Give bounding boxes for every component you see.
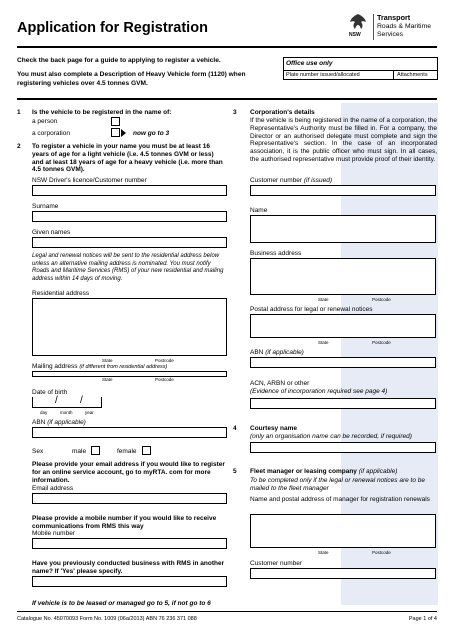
q1-corp-label: a corporation bbox=[32, 130, 70, 137]
notice-text: Legal and renewal notices will be sent to the residential address below unless an alternative mailing address is nominated. You must notify Roads and Maritime Services (RMS) of your new residential and mailing address within 14 days of moving. bbox=[32, 253, 224, 282]
licence-label: NSW Driver's licence/Customer number bbox=[32, 177, 147, 184]
corp-abn-text: ABN bbox=[250, 349, 264, 356]
given-names-label: Given names bbox=[32, 229, 71, 236]
office-plate-label: Plate number issued/allocated bbox=[286, 72, 360, 78]
mailing-postcode-label: Postcode bbox=[155, 377, 174, 382]
male-label: male bbox=[72, 448, 87, 455]
q1-question: Is the vehicle to be registered in the name of: bbox=[32, 109, 172, 116]
female-label: female bbox=[117, 448, 137, 455]
footer-rule bbox=[17, 611, 437, 612]
postal-address-input[interactable] bbox=[250, 314, 436, 338]
nsw-label: NSW bbox=[349, 32, 361, 38]
email-input[interactable] bbox=[32, 493, 227, 504]
logo-line2: Roads & Maritime bbox=[377, 22, 432, 30]
lease-instruction: If vehicle is to be leased or managed go to 5, if not go to 6 bbox=[32, 600, 211, 607]
q4-title: Courtesy name bbox=[250, 425, 297, 432]
footer-catalogue: Catalogue No. 45070093 Form No. 1009 (06a/2013) ABN 76 236 371 088 bbox=[17, 616, 197, 622]
office-attachments-label: Attachments bbox=[397, 72, 428, 78]
q2-question: To register a vehicle in your name you must be at least 16 years of age for a light vehicle (i.e. 4.5 tonnes GVM or less) and at least 18 years of age for a heavy vehicle (i.e. more than 4.5 tonnes GVM). bbox=[32, 143, 223, 174]
q5-title-text: Fleet manager or leasing company bbox=[250, 468, 357, 475]
intro-rule bbox=[17, 98, 437, 100]
email-label: Email address bbox=[32, 485, 74, 492]
footer-page: Page 1 of 4 bbox=[408, 616, 437, 622]
previous-names-prompt: Have you previously conducted business with RMS in another name? If 'Yes' please specify. bbox=[32, 560, 225, 576]
corp-abn-label bbox=[250, 349, 304, 357]
residential-state-label: State bbox=[102, 358, 113, 363]
q4-number: 4 bbox=[233, 425, 237, 432]
corp-name-label: Name bbox=[250, 207, 268, 214]
mobile-label: Mobile number bbox=[32, 530, 75, 537]
logo-line1: Transport bbox=[377, 13, 411, 22]
residential-postcode-label: Postcode bbox=[155, 358, 174, 363]
female-checkbox[interactable] bbox=[142, 446, 151, 455]
mobile-prompt: Please provide a mobile number if you would like to receive communications from RMS this way bbox=[32, 515, 217, 531]
mailing-note: (if different from residential address) bbox=[79, 364, 168, 370]
dob-month-label: month bbox=[60, 410, 73, 415]
mobile-input[interactable] bbox=[32, 538, 227, 549]
postal-postcode-label: Postcode bbox=[372, 340, 391, 345]
intro-line2: You must also complete a Description of Heavy Vehicle form (1120) when registering vehicles over 4.5 tonnes GVM. bbox=[17, 71, 246, 87]
fleet-postcode-label: Postcode bbox=[372, 550, 391, 555]
page-title: Application for Registration bbox=[17, 20, 208, 36]
business-address-label: Business address bbox=[250, 250, 302, 257]
dob-day-label: day bbox=[40, 410, 48, 415]
dob-input[interactable] bbox=[32, 397, 102, 408]
given-names-input[interactable] bbox=[32, 237, 227, 248]
acn-input[interactable] bbox=[250, 398, 436, 409]
corp-abn-input[interactable] bbox=[250, 357, 436, 368]
q1-person-checkbox[interactable] bbox=[111, 117, 120, 126]
q5-title bbox=[250, 468, 397, 476]
abn-label-text: ABN bbox=[32, 419, 46, 426]
male-checkbox[interactable] bbox=[91, 446, 100, 455]
fleet-customer-input[interactable] bbox=[250, 568, 436, 579]
q3-number: 3 bbox=[233, 109, 237, 116]
email-prompt: Please provide your email address if you would like to register for an online service account, go to myRTA. com for more information. bbox=[32, 461, 225, 485]
office-title: Office use only bbox=[286, 60, 333, 67]
postal-address-label: Postal address for legal or renewal notices bbox=[250, 306, 373, 313]
fleet-manager-input[interactable] bbox=[250, 514, 436, 548]
corp-name-input[interactable] bbox=[250, 215, 436, 243]
transport-logo bbox=[347, 12, 447, 42]
mailing-label bbox=[32, 363, 167, 371]
residential-label: Residential address bbox=[32, 290, 90, 297]
dob-label: Date of birth bbox=[32, 389, 68, 396]
residential-input[interactable] bbox=[32, 298, 227, 356]
customer-number-text: Customer number bbox=[250, 177, 303, 184]
mailing-state-label: State bbox=[102, 377, 113, 382]
header-rule bbox=[17, 46, 437, 48]
intro-line1: Check the back page for a guide to applying to register a vehicle. bbox=[17, 57, 221, 64]
customer-number-label bbox=[250, 177, 332, 185]
surname-label: Surname bbox=[32, 203, 59, 210]
licence-input[interactable] bbox=[32, 185, 227, 196]
q1-corp-checkbox[interactable] bbox=[111, 128, 120, 137]
q5-name-addr-label: Name and postal address of manager for registration renewals bbox=[250, 496, 430, 503]
previous-names-input[interactable] bbox=[32, 576, 227, 587]
q4-note: (only an organisation name can be recorded, if required) bbox=[250, 433, 412, 440]
q1-goto: now go to 3 bbox=[133, 130, 170, 137]
surname-input[interactable] bbox=[32, 211, 227, 222]
abn-note: (if applicable) bbox=[47, 419, 86, 426]
sex-label: Sex bbox=[32, 448, 44, 455]
fleet-customer-label: Customer number bbox=[250, 560, 303, 567]
business-postcode-label: Postcode bbox=[372, 297, 391, 302]
postal-state-label: State bbox=[318, 340, 329, 345]
dob-year-label: year bbox=[85, 410, 94, 415]
customer-number-note: (if issued) bbox=[303, 177, 333, 184]
corp-abn-note: (if applicable) bbox=[265, 349, 304, 356]
mailing-label-text: Mailing address bbox=[32, 363, 78, 370]
q1-number: 1 bbox=[17, 109, 21, 116]
fleet-state-label: State bbox=[318, 550, 329, 555]
q3-title: Corporation's details bbox=[250, 109, 315, 116]
q5-title-note: (if applicable) bbox=[358, 468, 398, 475]
arrow-right-icon bbox=[121, 129, 126, 137]
q2-number: 2 bbox=[17, 143, 21, 150]
courtesy-name-input[interactable] bbox=[250, 442, 436, 453]
q1-person-label: a person bbox=[32, 118, 58, 125]
q3-text: If the vehicle is being registered in the name of a corporation, the Representative's Authority must be filled in. For a company, the Director or an authorised delegate must complete and sign the Representative's section. In the case of an incorporated association, it is the public officer who must sign. In all cases, the authorised representative must provide proof of their identity. bbox=[250, 117, 437, 163]
q5-number: 5 bbox=[233, 468, 237, 475]
business-address-input[interactable] bbox=[250, 258, 436, 295]
acn-note: (Evidence of incorporation required see page 4) bbox=[250, 388, 388, 395]
business-state-label: State bbox=[318, 297, 329, 302]
q5-note: To be completed only if the legal or renewal notices are to be mailed to the fleet manager bbox=[250, 477, 426, 492]
abn-input[interactable] bbox=[32, 427, 227, 438]
office-use-box bbox=[283, 57, 438, 80]
abn-label bbox=[32, 419, 86, 427]
acn-label: ACN, ARBN or other bbox=[250, 380, 310, 387]
customer-number-input[interactable] bbox=[250, 185, 436, 196]
logo-line3: Services bbox=[377, 30, 404, 38]
